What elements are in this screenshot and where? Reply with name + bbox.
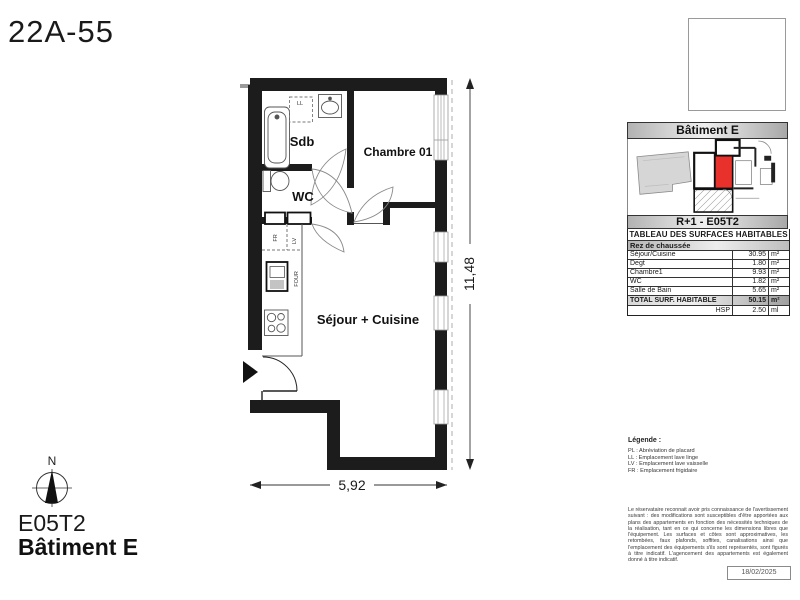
table-row [628, 250, 789, 259]
row-value: 9.93 [732, 269, 768, 277]
building-header: Bâtiment E [627, 122, 788, 139]
drawing-number: 22A-55 [8, 14, 114, 49]
fridge-label: FR [273, 234, 279, 242]
wc-placards [265, 213, 311, 225]
surface-table-title: TABLEAU DES SURFACES HABITABLES [629, 230, 788, 239]
north-needle-icon [45, 470, 58, 503]
row-unit: m² [768, 287, 789, 295]
row-unit: m² [768, 269, 789, 277]
legend-title: Légende : [628, 437, 662, 444]
title-block [627, 122, 788, 229]
entry-arrow-icon [243, 361, 258, 383]
svg-text:5,92: 5,92 [338, 477, 366, 493]
table-total-row [628, 295, 789, 305]
table-row [628, 268, 789, 277]
disclaimer-text: Le réservataire reconnait avoir pris connaissance de l'avertissement suivant : des modifications sont susceptibles d'être apportées aux plans des appartements en fonction des nécessités techniques de la réalisation, tant en ce qui concerne les dimensions libres que l'équipement. Les surfaces et côtes sont approximatives, les retombées, faux plafonds, soffites, canalisations ainsi que l'emplacement des équipements s'ils sont représentés, sont figurés à titre indicatif. L'agencement des appartements est également donné à titre indicatif. [628, 507, 788, 564]
row-value: 1.82 [732, 278, 768, 286]
legend-item: LV : Emplacement lave vaisselle [628, 461, 709, 468]
row-label: WC [630, 278, 642, 285]
oven-icon [267, 262, 288, 291]
table-row [628, 277, 789, 286]
svg-text:11,48: 11,48 [461, 257, 477, 291]
oven-label: FOUR [294, 271, 300, 287]
room-label-chambre: Chambre 01 [363, 145, 433, 159]
building-name: Bâtiment E [18, 534, 139, 560]
keyplan-hatched-room [694, 189, 732, 212]
total-unit: m² [768, 296, 789, 305]
row-unit: m² [768, 260, 789, 268]
row-label: Salle de Bain [630, 287, 672, 294]
keyplan-neighbor-slab [637, 152, 691, 194]
date-box: 18/02/2025 [727, 566, 791, 580]
washer-slot [290, 97, 313, 122]
dimension-vertical [452, 78, 478, 470]
key-plan [627, 139, 788, 215]
row-label: Chambre1 [630, 269, 663, 276]
row-unit: m² [768, 251, 789, 259]
dimension-horizontal [250, 477, 447, 493]
north-compass [20, 450, 90, 515]
surface-table-section [628, 240, 789, 250]
row-label: Séjour/Cuisine [630, 251, 676, 258]
section-label: Rez de chaussée [630, 241, 691, 250]
svg-text:LL: LL [296, 101, 304, 107]
room-label-wc: WC [292, 189, 314, 204]
row-value: 1.80 [732, 260, 768, 268]
table-hsp-row [628, 305, 789, 315]
surface-table [627, 229, 790, 316]
hsp-value: 2.50 [732, 306, 768, 315]
room-label-sdb: Sdb [289, 134, 315, 149]
unit-code: E05T2 [18, 510, 86, 536]
total-label: TOTAL SURF. HABITABLE [630, 297, 717, 304]
legend-item: PL : Abréviation de placard [628, 448, 695, 454]
floor-plan [230, 55, 500, 505]
table-row [628, 259, 789, 268]
hsp-label: HSP [715, 307, 730, 314]
entry-door [262, 357, 297, 401]
total-value: 50.15 [732, 296, 768, 305]
cooktop-icon [265, 310, 289, 336]
level-unit-label: R+1 - E05T2 [627, 215, 788, 229]
table-row [628, 286, 789, 295]
legend-item: LL : Emplacement lave linge [628, 454, 699, 461]
row-value: 30.95 [732, 251, 768, 259]
dishwasher-label: LV [292, 237, 298, 245]
room-label-sejour: Séjour + Cuisine [316, 312, 420, 327]
legend-item: FR : Emplacement frigidaire [628, 467, 698, 474]
hsp-unit: ml [768, 306, 789, 315]
logo-box [688, 18, 786, 111]
keyplan-highlight-unit [715, 156, 733, 189]
keyplan-room [694, 153, 715, 189]
row-label: Degt [630, 260, 645, 267]
north-label: N [47, 454, 57, 468]
toilet-icon [263, 171, 289, 192]
bathtub-icon [265, 107, 290, 168]
row-unit: m² [768, 278, 789, 286]
row-value: 5.65 [732, 287, 768, 295]
legend [628, 437, 778, 474]
sink-icon [319, 95, 342, 118]
